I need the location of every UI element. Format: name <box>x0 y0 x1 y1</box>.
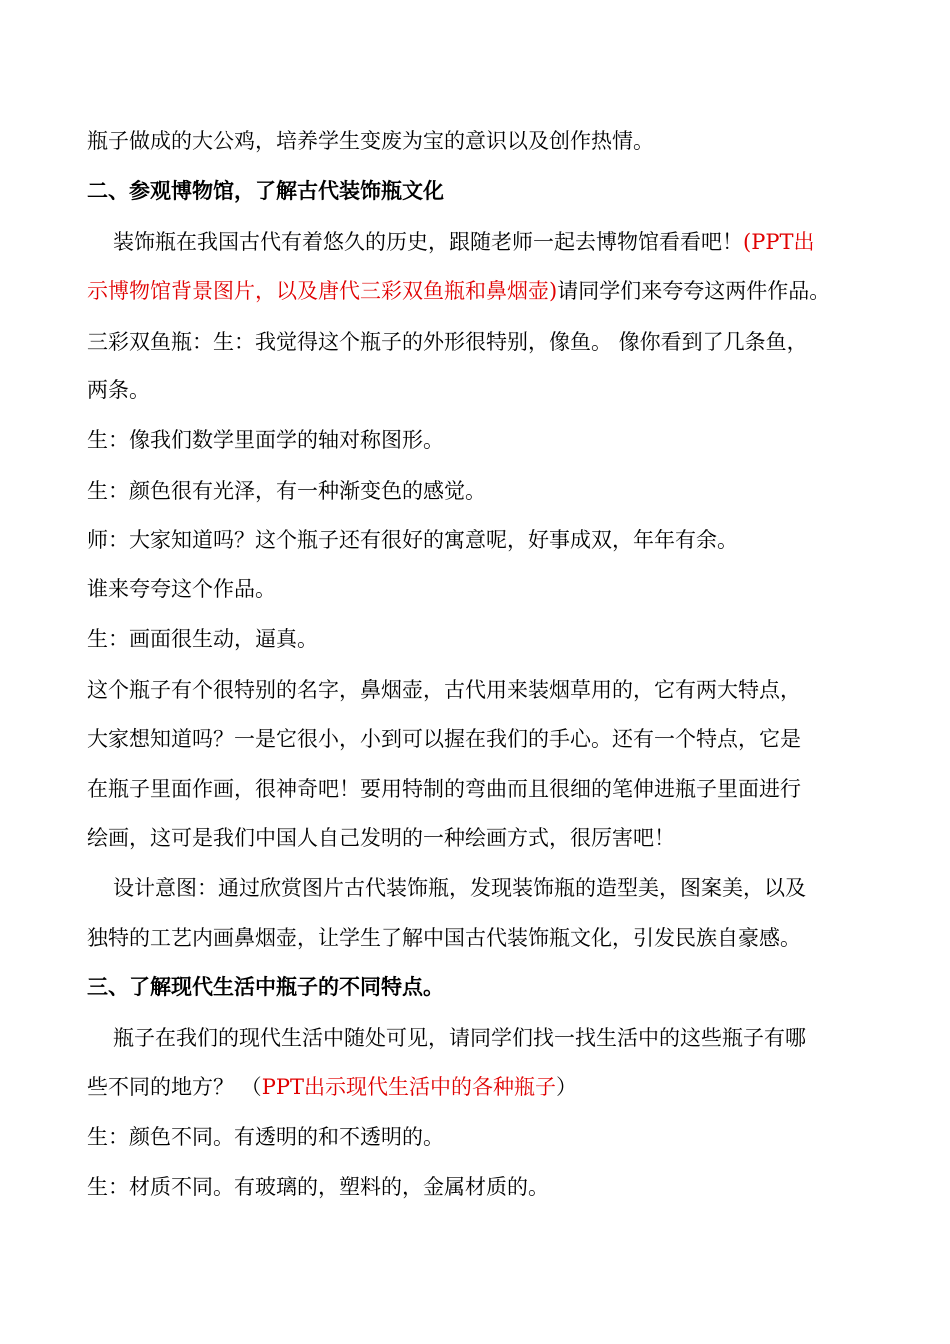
paragraph-line <box>87 277 830 305</box>
paragraph-line: 在瓶子里面作画，很神奇吧！要用特制的弯曲而且很细的笔伸进瓶子里面进行 <box>87 777 801 801</box>
paragraph-line: 师：大家知道吗？这个瓶子还有很好的寓意呢，好事成双，年年有余。 <box>87 528 738 552</box>
paragraph-line: 绘画，这可是我们中国人自己发明的一种绘画方式，很厉害吧！ <box>87 826 675 850</box>
paragraph-line: 生：像我们数学里面学的轴对称图形。 <box>87 428 444 452</box>
ppt-note-text: (PPT出 <box>743 230 815 254</box>
paragraph-line: 独特的工艺内画鼻烟壶，让学生了解中国古代装饰瓶文化，引发民族自豪感。 <box>87 926 801 950</box>
paragraph-line: 生：颜色很有光泽，有一种渐变色的感觉。 <box>87 479 486 503</box>
paragraph-line: 瓶子做成的大公鸡，培养学生变废为宝的意识以及创作热情。 <box>87 129 654 153</box>
body-text: 装饰瓶在我国古代有着悠久的历史，跟随老师一起去博物馆看看吧！ <box>113 230 743 254</box>
paragraph-line: 这个瓶子有个很特别的名字，鼻烟壶，古代用来装烟草用的，它有两大特点， <box>87 678 801 702</box>
paragraph-line: 生：材质不同。有玻璃的，塑料的，金属材质的。 <box>87 1175 549 1199</box>
section-heading-3: 三、了解现代生活中瓶子的不同特点。 <box>87 975 444 999</box>
paragraph-line: 生：画面很生动，逼真。 <box>87 627 318 651</box>
section-heading-2: 二、参观博物馆，了解古代装饰瓶文化 <box>87 179 444 203</box>
paragraph-line <box>113 228 814 256</box>
ppt-note-text: PPT出示现代生活中的各种瓶子 <box>261 1075 556 1099</box>
paragraph-line: 设计意图：通过欣赏图片古代装饰瓶，发现装饰瓶的造型美，图案美，以及 <box>113 876 806 900</box>
paragraph-line: 瓶子在我们的现代生活中随处可见，请同学们找一找生活中的这些瓶子有哪 <box>113 1026 806 1050</box>
body-text: 请同学们来夸夸这两件作品。 <box>557 279 831 303</box>
body-text: 些不同的地方？ （ <box>87 1075 262 1099</box>
paragraph-line: 三彩双鱼瓶：生：我觉得这个瓶子的外形很特别，像鱼。 像你看到了几条鱼， <box>87 330 808 354</box>
ppt-note-text: 示博物馆背景图片，以及唐代三彩双鱼瓶和鼻烟壶) <box>87 279 558 303</box>
body-text: ） <box>555 1075 577 1099</box>
paragraph-line: 两条。 <box>87 378 150 402</box>
paragraph-line: 生：颜色不同。有透明的和不透明的。 <box>87 1125 444 1149</box>
paragraph-line: 大家想知道吗？一是它很小，小到可以握在我们的手心。还有一个特点，它是 <box>87 727 801 751</box>
paragraph-line <box>87 1073 577 1101</box>
paragraph-line: 谁来夸夸这个作品。 <box>87 577 276 601</box>
